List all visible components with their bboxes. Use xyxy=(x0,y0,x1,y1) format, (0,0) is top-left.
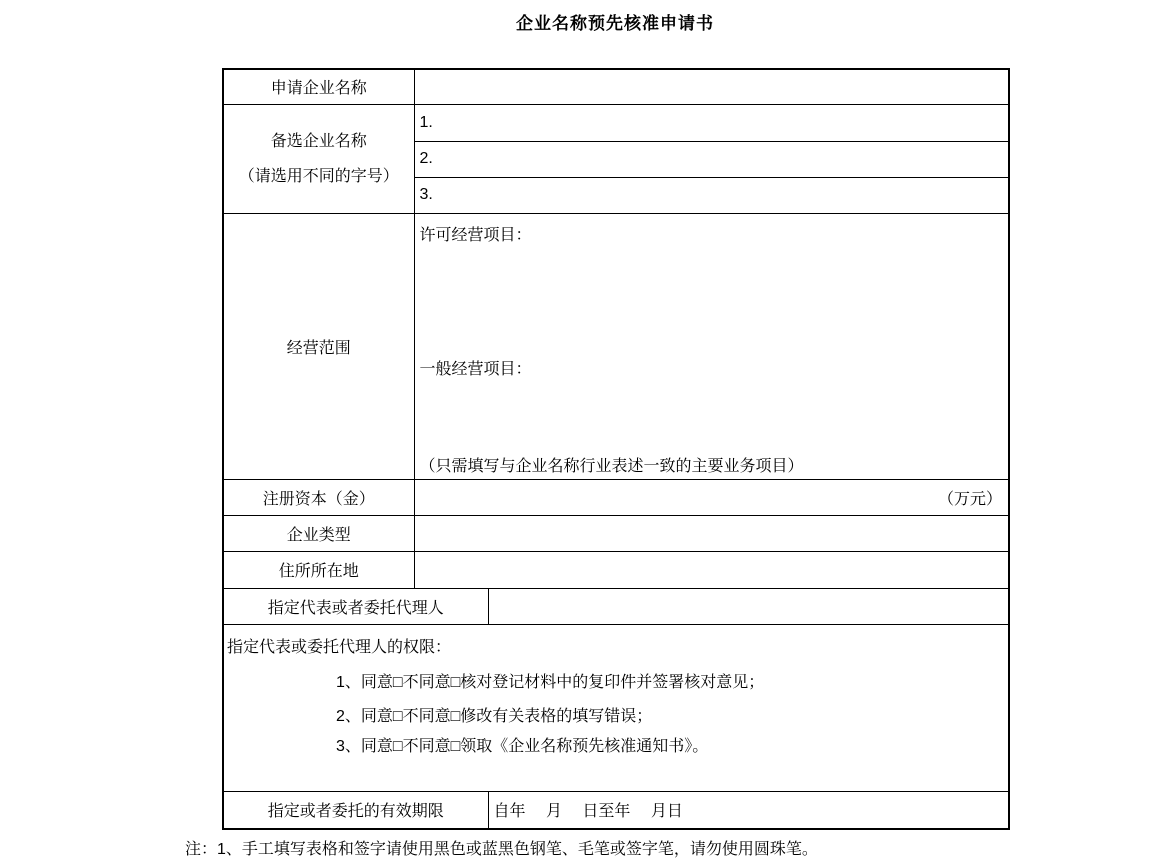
row-authority xyxy=(223,624,1009,791)
licensed-items-label: 许可经营项目： xyxy=(419,226,532,244)
row-registered-capital xyxy=(223,479,1009,515)
representative-label: 指定代表或者委托代理人 xyxy=(223,588,488,624)
alt-names-label xyxy=(223,104,414,213)
alt-name-1-cell[interactable]: 1. xyxy=(414,104,1009,141)
enterprise-type-input-cell[interactable] xyxy=(414,515,1009,551)
validity-label: 指定或者委托的有效期限 xyxy=(223,791,488,829)
alt-names-label-line2: （请选用不同的字号） xyxy=(238,167,399,185)
registered-capital-input-cell[interactable] xyxy=(414,479,1009,515)
row-validity xyxy=(223,791,1009,829)
business-scope-input-cell[interactable] xyxy=(414,213,1009,479)
authority-header: 指定代表或委托代理人的权限： xyxy=(227,638,452,656)
authority-item-3[interactable]: 3、同意□不同意□领取《企业名称预先核准通知书》。 xyxy=(336,737,709,755)
business-scope-label: 经营范围 xyxy=(223,213,414,479)
validity-input-cell[interactable]: 自年 月 日至年 月日 xyxy=(488,791,1009,829)
registered-capital-label: 注册资本（金） xyxy=(223,479,414,515)
authority-cell xyxy=(223,624,1009,791)
alt-name-2-cell[interactable]: 2. xyxy=(414,141,1009,177)
row-enterprise-type xyxy=(223,515,1009,551)
capital-unit-label: （万元） xyxy=(937,490,1002,508)
general-items-label: 一般经营项目： xyxy=(419,360,532,378)
domicile-label: 住所所在地 xyxy=(223,551,414,588)
representative-input-cell[interactable] xyxy=(488,588,1009,624)
footnote: 注：1、手工填写表格和签字请使用黑色或蓝黑色钢笔、毛笔或签字笔，请勿使用圆珠笔。 xyxy=(185,841,818,858)
alt-names-label-line1: 备选企业名称 xyxy=(270,132,367,150)
row-applied-name xyxy=(223,69,1009,104)
alt-name-3-cell[interactable]: 3. xyxy=(414,177,1009,213)
applied-name-input-cell[interactable] xyxy=(414,69,1009,104)
row-alt-name-1 xyxy=(223,104,1009,141)
business-scope-note: （只需填写与企业名称行业表述一致的主要业务项目） xyxy=(419,457,804,475)
row-business-scope xyxy=(223,213,1009,479)
domicile-input-cell[interactable] xyxy=(414,551,1009,588)
row-domicile xyxy=(223,551,1009,588)
authority-item-1[interactable]: 1、同意□不同意□核对登记材料中的复印件并签署核对意见； xyxy=(336,673,765,691)
form-title: 企业名称预先核准申请书 xyxy=(516,14,714,33)
application-form-table xyxy=(222,68,1010,830)
applied-name-label: 申请企业名称 xyxy=(223,69,414,104)
authority-item-2[interactable]: 2、同意□不同意□修改有关表格的填写错误； xyxy=(336,707,653,725)
row-representative xyxy=(223,588,1009,624)
enterprise-type-label: 企业类型 xyxy=(223,515,414,551)
